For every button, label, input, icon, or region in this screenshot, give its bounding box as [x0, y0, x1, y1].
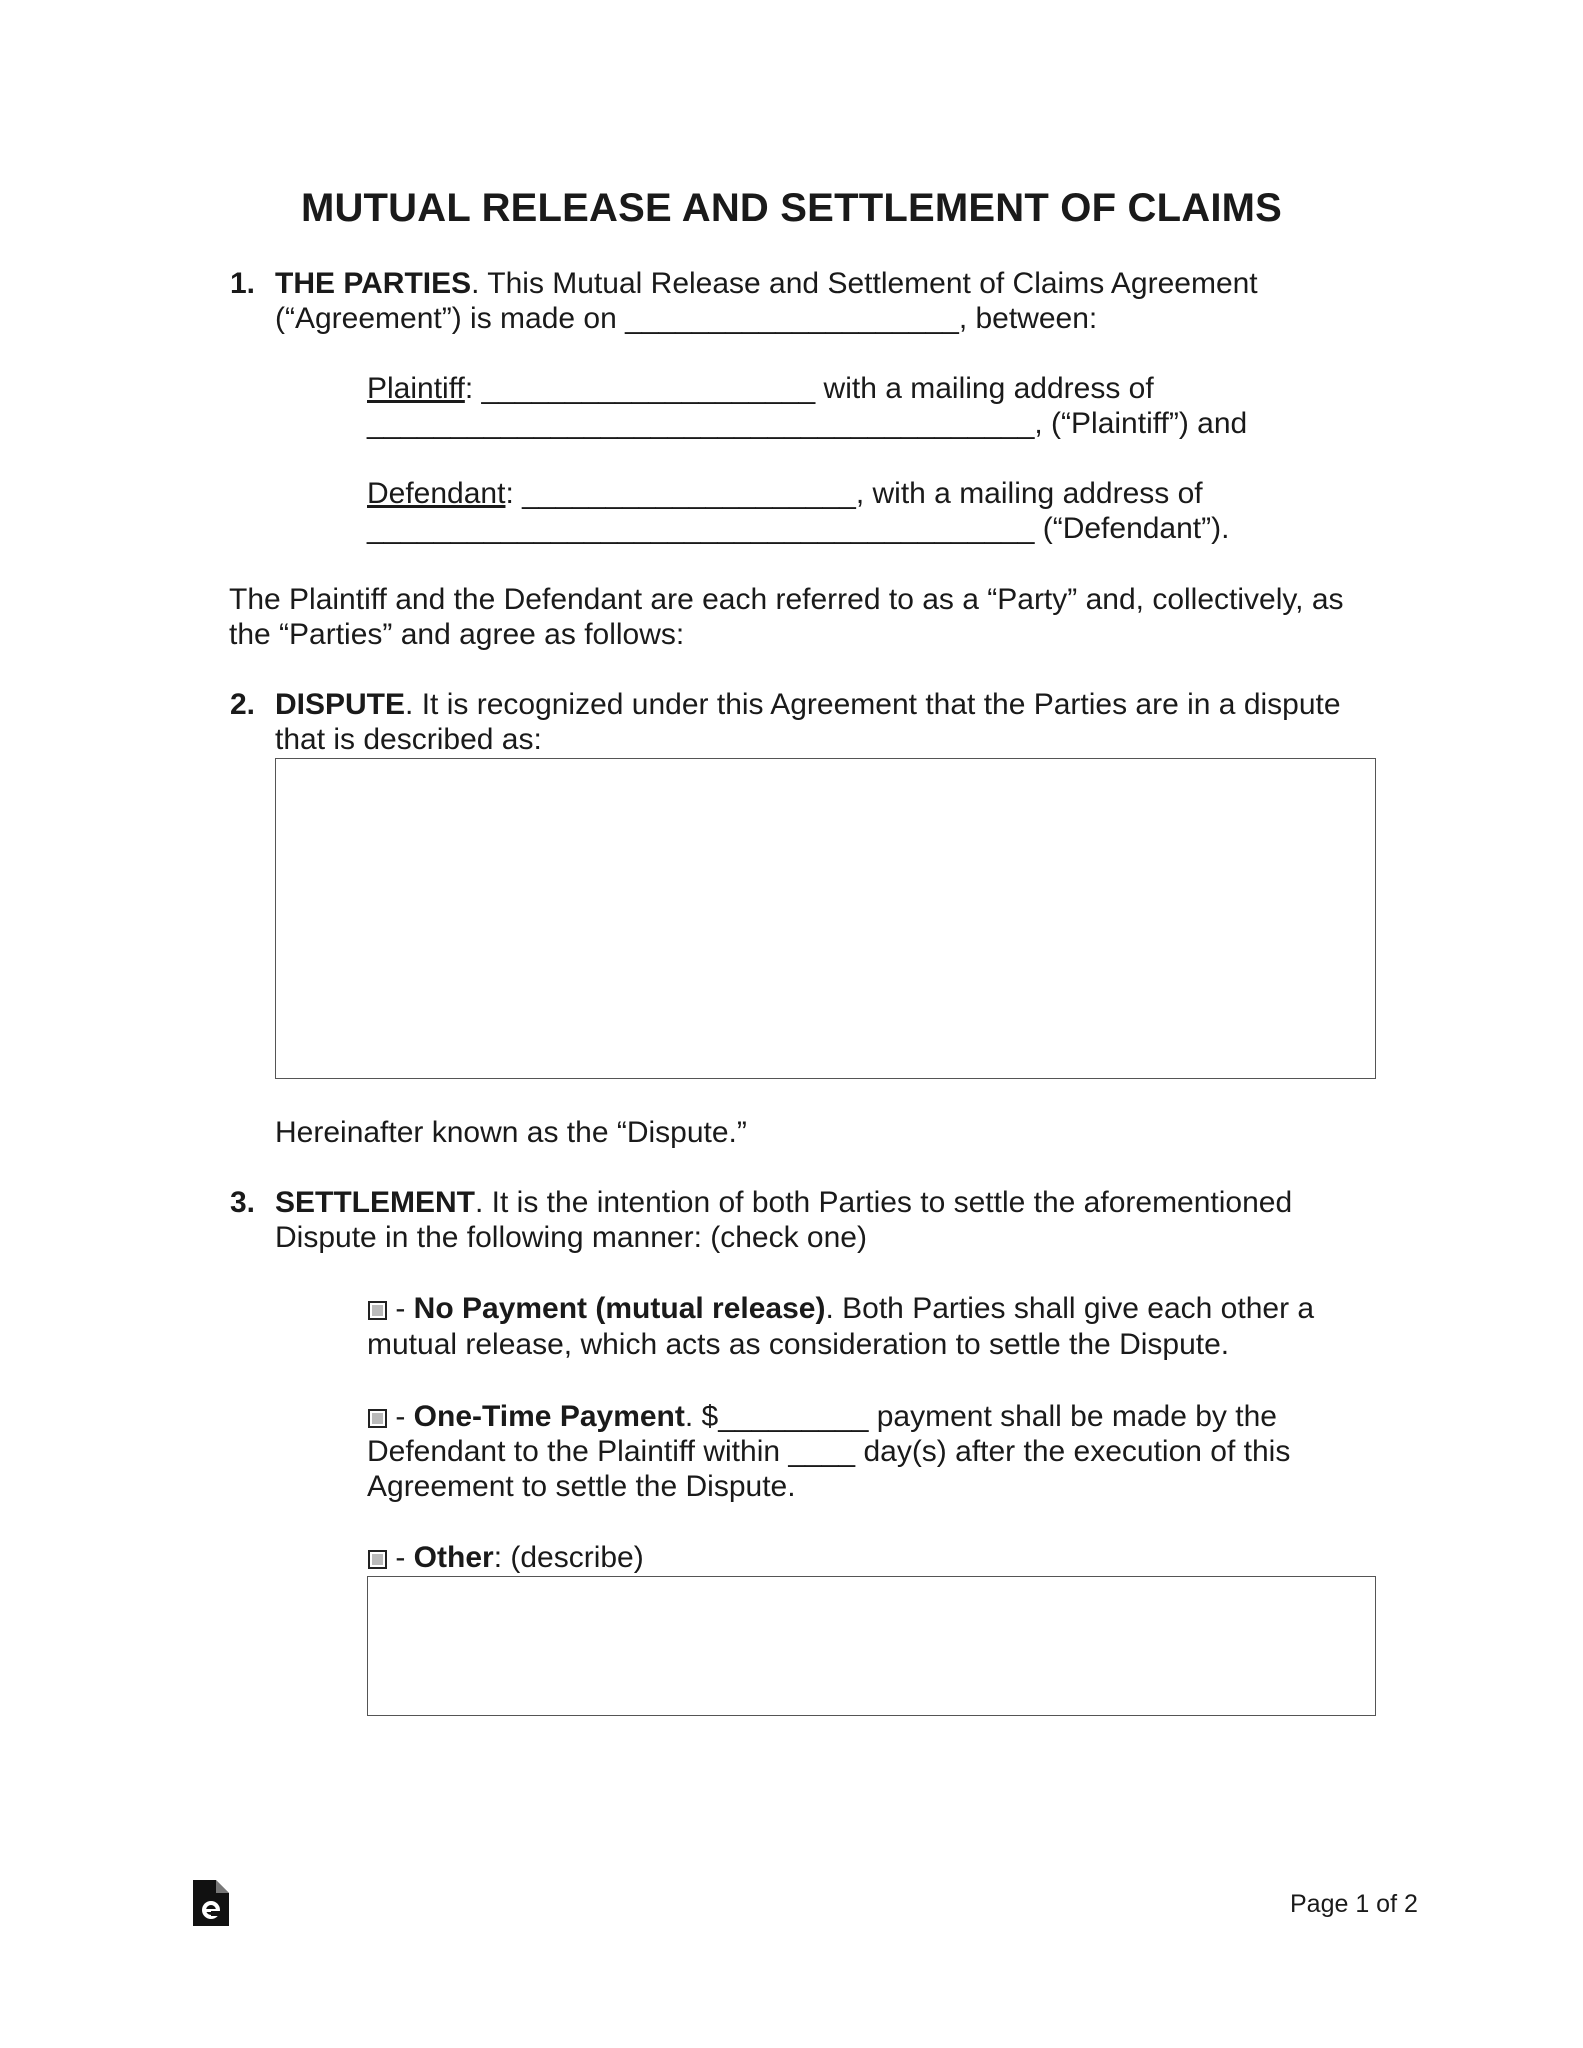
- other-description-box[interactable]: [367, 1576, 1376, 1716]
- option-no-payment: [368, 1291, 1314, 1327]
- dispute-description-box[interactable]: [275, 758, 1376, 1079]
- section-2-heading: DISPUTE: [275, 688, 406, 721]
- other-heading: Other: [413, 1541, 494, 1574]
- option-dash: -: [387, 1292, 414, 1325]
- dispute-hereinafter: Hereinafter known as the “Dispute.”: [275, 1116, 747, 1149]
- one-time-payment-checkbox[interactable]: [368, 1409, 387, 1428]
- defendant-line-2: ________________________________________ (“Defendant”).: [367, 512, 1230, 545]
- section-3-number: 3.: [230, 1186, 256, 1219]
- plaintiff-line-1: [367, 371, 1154, 407]
- parties-line-1: The Plaintiff and the Defendant are each referred to as a “Party” and, collectively, as: [229, 583, 1344, 616]
- option-dash: -: [387, 1400, 414, 1433]
- one-time-payment-line-2: Defendant to the Plaintiff within ____ day(s) after the execution of this: [367, 1435, 1291, 1468]
- option-dash: -: [387, 1541, 414, 1574]
- no-payment-text: . Both Parties shall give each other a: [825, 1292, 1315, 1325]
- section-2-number: 2.: [230, 688, 256, 721]
- section-3-line-1: [275, 1185, 1292, 1221]
- page-number: Page 1 of 2: [1290, 1890, 1418, 1918]
- section-2-line-2: that is described as:: [275, 723, 542, 756]
- plaintiff-label: Plaintiff: [367, 372, 465, 405]
- defendant-text: : ____________________, with a mailing address of: [505, 477, 1203, 510]
- other-checkbox[interactable]: [368, 1550, 387, 1569]
- defendant-label: Defendant: [367, 477, 506, 510]
- document-title: MUTUAL RELEASE AND SETTLEMENT OF CLAIMS: [300, 186, 1283, 230]
- section-1-heading: THE PARTIES: [275, 267, 472, 300]
- no-payment-line-2: mutual release, which acts as consideration to settle the Dispute.: [367, 1328, 1230, 1361]
- parties-line-2: the “Parties” and agree as follows:: [229, 618, 685, 651]
- section-3-heading: SETTLEMENT: [275, 1186, 475, 1219]
- option-other: [368, 1540, 644, 1576]
- one-time-payment-text: . $_________ payment shall be made by the: [684, 1400, 1277, 1433]
- section-1-number: 1.: [230, 267, 256, 300]
- section-2-line-1: [275, 687, 1341, 723]
- plaintiff-text: : ____________________ with a mailing address of: [464, 372, 1154, 405]
- section-1-line-1: [275, 266, 1258, 302]
- eforms-logo-icon: [193, 1880, 229, 1926]
- section-3-text: . It is the intention of both Parties to settle the aforementioned: [475, 1186, 1293, 1219]
- one-time-payment-heading: One-Time Payment: [413, 1400, 685, 1433]
- one-time-payment-line-3: Agreement to settle the Dispute.: [367, 1470, 796, 1503]
- option-one-time-payment: [368, 1399, 1277, 1435]
- no-payment-heading: No Payment (mutual release): [413, 1292, 826, 1325]
- section-1-line-2: (“Agreement”) is made on ____________________, between:: [275, 302, 1098, 335]
- section-2-text: . It is recognized under this Agreement that the Parties are in a dispute: [405, 688, 1341, 721]
- other-text: : (describe): [493, 1541, 644, 1574]
- plaintiff-line-2: ________________________________________, (“Plaintiff”) and: [367, 407, 1248, 440]
- defendant-line-1: [367, 476, 1203, 512]
- section-3-line-2: Dispute in the following manner: (check one): [275, 1221, 867, 1254]
- section-1-text: . This Mutual Release and Settlement of Claims Agreement: [471, 267, 1258, 300]
- no-payment-checkbox[interactable]: [368, 1301, 387, 1320]
